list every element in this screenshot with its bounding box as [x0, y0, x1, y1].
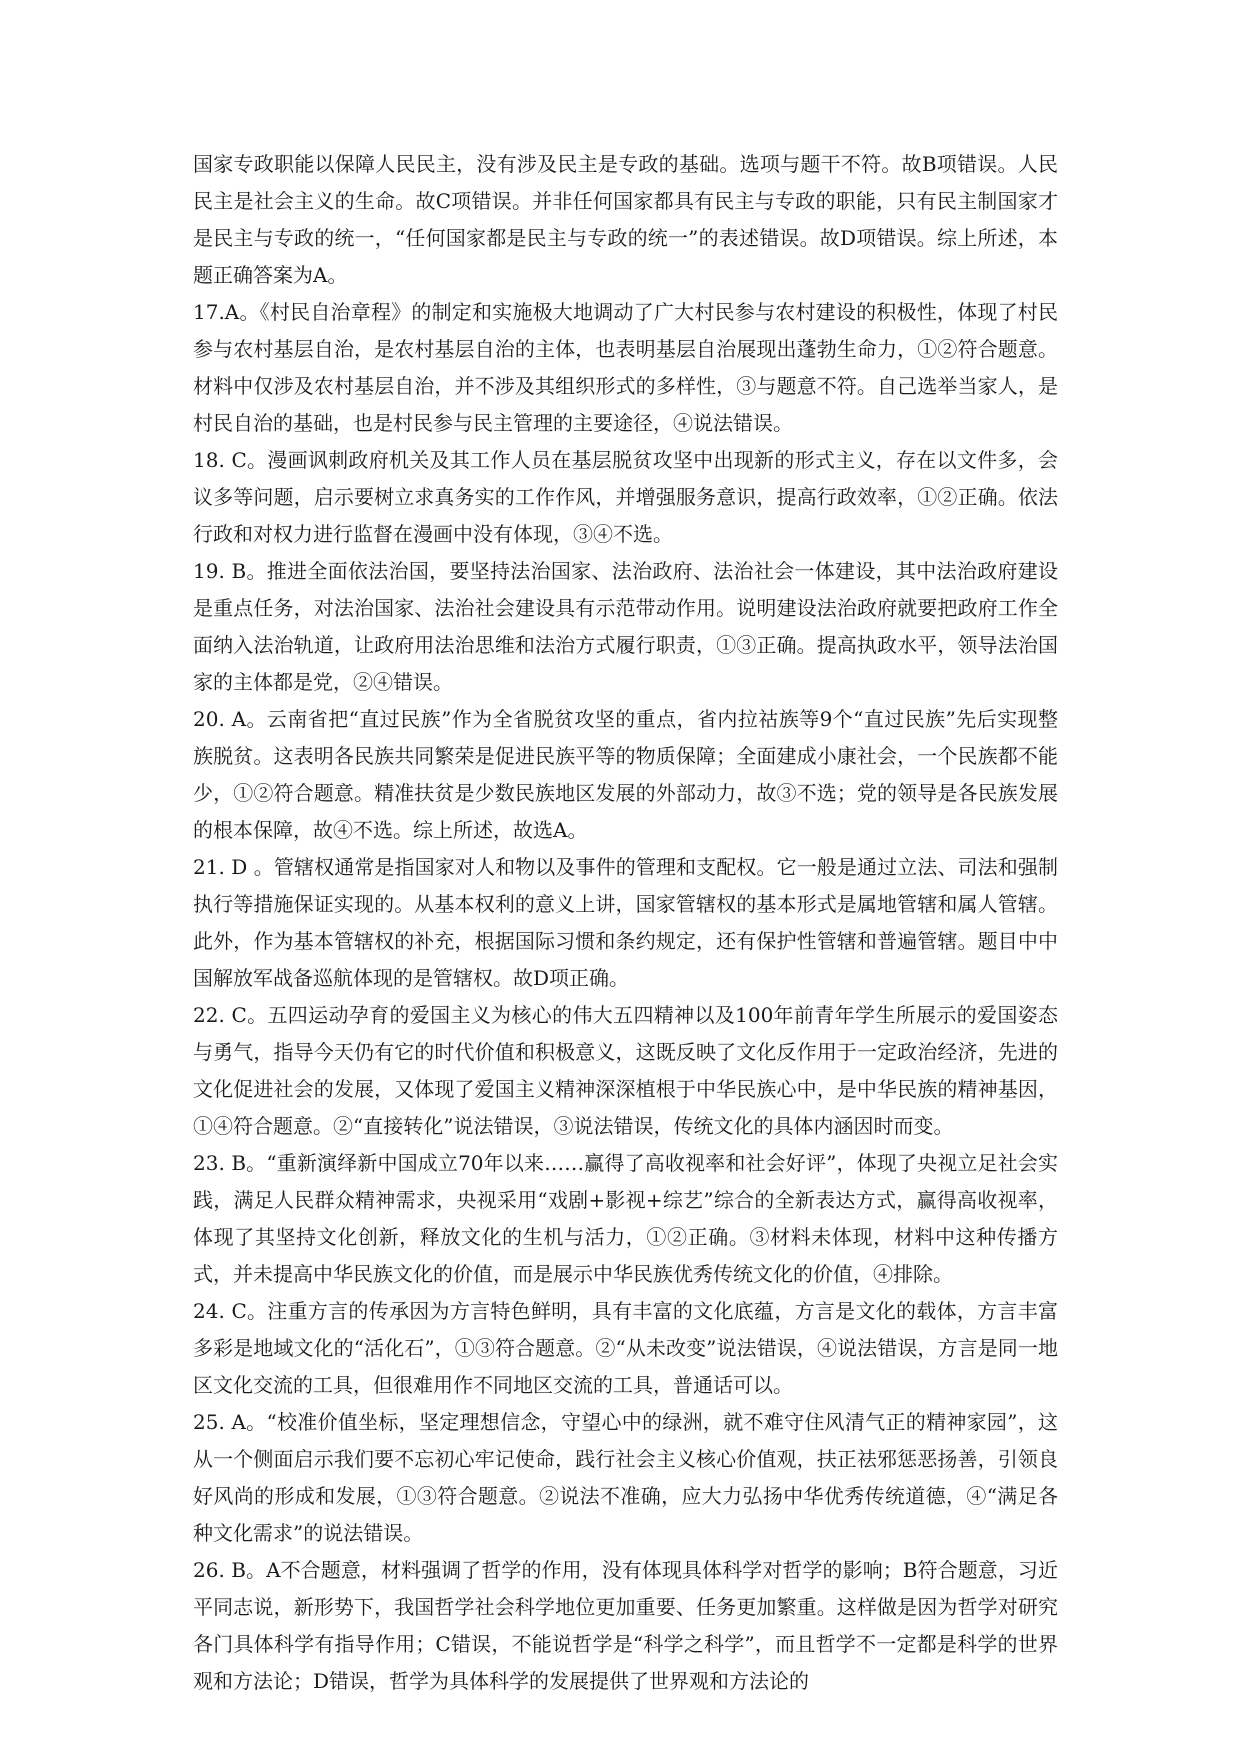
answer-paragraph-22: 22. C。五四运动孕育的爱国主义为核心的伟大五四精神以及100年前青年学生所展示的爱国姿态与勇气，指导今天仍有它的时代价值和积极意义，这既反映了文化反作用于一定政治经济，先进的文化促进社会的发展，又体现了爱国主义精神深深植根于中华民族心中，是中华民族的精神基因，①④符合题意。②“直接转化”说法错误，③说法错误，传统文化的具体内涵因时而变。 [193, 1003, 1058, 1138]
answer-paragraph-19: 19. B。推进全面依法治国，要坚持法治国家、法治政府、法治社会一体建设，其中法治政府建设是重点任务，对法治国家、法治社会建设具有示范带动作用。说明建设法治政府就要把政府工作全面纳入法治轨道，让政府用法治思维和法治方式履行职责，①③正确。提高执政水平，领导法治国家的主体都是党，②④错误。 [193, 559, 1058, 694]
answer-paragraph-24: 24. C。注重方言的传承因为方言特色鲜明，具有丰富的文化底蕴，方言是文化的载体，方言丰富多彩是地域文化的“活化石”，①③符合题意。②“从未改变”说法错误，④说法错误，方言是同一地区文化交流的工具，但很难用作不同地区交流的工具，普通话可以。 [193, 1299, 1058, 1397]
answer-paragraph-25: 25. A。“校准价值坐标，坚定理想信念，守望心中的绿洲，就不难守住风清气正的精神家园”，这从一个侧面启示我们要不忘初心牢记使命，践行社会主义核心价值观，扶正祛邪惩恶扬善，引领良好风尚的形成和发展，①③符合题意。②说法不准确，应大力弘扬中华优秀传统道德，④“满足各种文化需求”的说法错误。 [193, 1410, 1058, 1545]
answer-paragraph-16-continued: 国家专政职能以保障人民民主，没有涉及民主是专政的基础。选项与题干不符。故B项错误。人民民主是社会主义的生命。故C项错误。并非任何国家都具有民主与专政的职能，只有民主制国家才是民主与专政的统一，“任何国家都是民主与专政的统一”的表述错误。故D项错误。综上所述，本题正确答案为A。 [193, 152, 1058, 287]
answer-paragraph-17: 17.A。《村民自治章程》的制定和实施极大地调动了广大村民参与农村建设的积极性，体现了村民参与农村基层自治，是农村基层自治的主体，也表明基层自治展现出蓬勃生命力，①②符合题意。材料中仅涉及农村基层自治，并不涉及其组织形式的多样性，③与题意不符。自己选举当家人，是村民自治的基础，也是村民参与民主管理的主要途径，④说法错误。 [193, 300, 1058, 435]
answer-paragraph-20: 20. A。云南省把“直过民族”作为全省脱贫攻坚的重点，省内拉祜族等9个“直过民族”先后实现整族脱贫。这表明各民族共同繁荣是促进民族平等的物质保障；全面建成小康社会，一个民族都不能少，①②符合题意。精准扶贫是少数民族地区发展的外部动力，故③不选；党的领导是各民族发展的根本保障，故④不选。综上所述，故选A。 [193, 707, 1058, 842]
document-page [193, 146, 1058, 1700]
answer-paragraph-18: 18. C。漫画讽刺政府机关及其工作人员在基层脱贫攻坚中出现新的形式主义，存在以文件多，会议多等问题，启示要树立求真务实的工作作风，并增强服务意识，提高行政效率，①②正确。依法行政和对权力进行监督在漫画中没有体现，③④不选。 [193, 448, 1058, 546]
answer-paragraph-21: 21. D 。管辖权通常是指国家对人和物以及事件的管理和支配权。它一般是通过立法、司法和强制执行等措施保证实现的。从基本权利的意义上讲，国家管辖权的基本形式是属地管辖和属人管辖。此外，作为基本管辖权的补充，根据国际习惯和条约规定，还有保护性管辖和普遍管辖。题目中中国解放军战备巡航体现的是管辖权。故D项正确。 [193, 855, 1058, 990]
answer-paragraph-26: 26. B。A不合题意，材料强调了哲学的作用，没有体现具体科学对哲学的影响；B符合题意，习近平同志说，新形势下，我国哲学社会科学地位更加重要、任务更加繁重。这样做是因为哲学对研究各门具体科学有指导作用；C错误，不能说哲学是“科学之科学”，而且哲学不一定都是科学的世界观和方法论；D错误，哲学为具体科学的发展提供了世界观和方法论的 [193, 1558, 1058, 1693]
answer-paragraph-23: 23. B。“重新演绎新中国成立70年以来……赢得了高收视率和社会好评”，体现了央视立足社会实践，满足人民群众精神需求，央视采用“戏剧+影视+综艺”综合的全新表达方式，赢得高收视率，体现了其坚持文化创新，释放文化的生机与活力，①②正确。③材料未体现，材料中这种传播方式，并未提高中华民族文化的价值，而是展示中华民族优秀传统文化的价值，④排除。 [193, 1151, 1058, 1286]
